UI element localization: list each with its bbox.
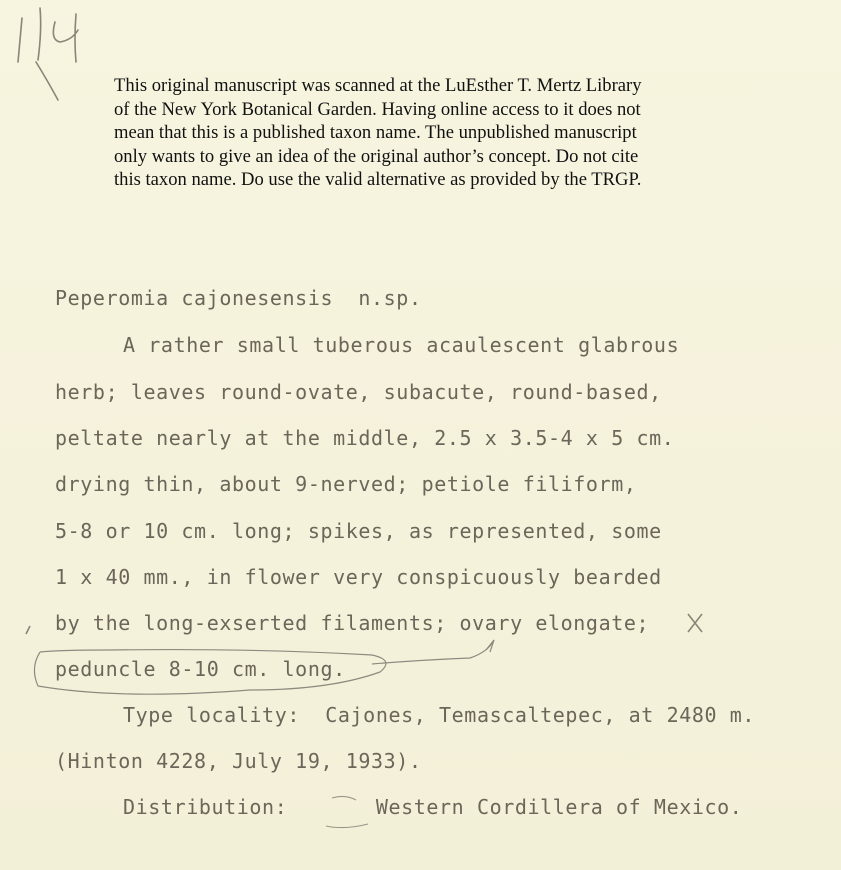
disclaimer-text [114, 74, 754, 192]
disclaimer-line: this taxon name. Do use the valid alternative as provided by the TRGP. [114, 169, 642, 190]
disclaimer-line: mean that this is a published taxon name. The unpublished manuscript [114, 122, 637, 143]
manuscript-line: herb; leaves round-ovate, subacute, round-based, [55, 380, 662, 404]
disclaimer-line: only wants to give an idea of the original author’s concept. Do not cite [114, 145, 639, 167]
manuscript-line: 1 x 40 mm., in flower very conspicuously bearded [55, 565, 662, 589]
handwritten-number [18, 8, 78, 100]
type-locality-line: Type locality: Cajones, Temascaltepec, at 2480 m. [123, 703, 756, 727]
manuscript-line: by the long-exserted filaments; ovary elongate; [55, 611, 650, 635]
disclaimer-line: of the New York Botanical Garden. Having online access to it does not [114, 98, 641, 120]
manuscript-line: peduncle 8-10 cm. long. [55, 657, 346, 681]
distribution-line: Distribution: Western Cordillera of Mexico. [123, 795, 743, 819]
manuscript-line: drying thin, about 9-nerved; petiole filiform, [55, 472, 637, 496]
manuscript-line: peltate nearly at the middle, 2.5 x 3.5-4 x 5 cm. [55, 426, 675, 450]
species-title: Peperomia cajonesensis n.sp. [55, 286, 422, 310]
manuscript-line: 5-8 or 10 cm. long; spikes, as represented, some [55, 519, 662, 543]
manuscript-line: A rather small tuberous acaulescent glabrous [123, 333, 680, 357]
disclaimer-line: This original manuscript was scanned at the LuEsther T. Mertz Library [114, 75, 642, 96]
collection-line: (Hinton 4228, July 19, 1933). [55, 749, 422, 773]
